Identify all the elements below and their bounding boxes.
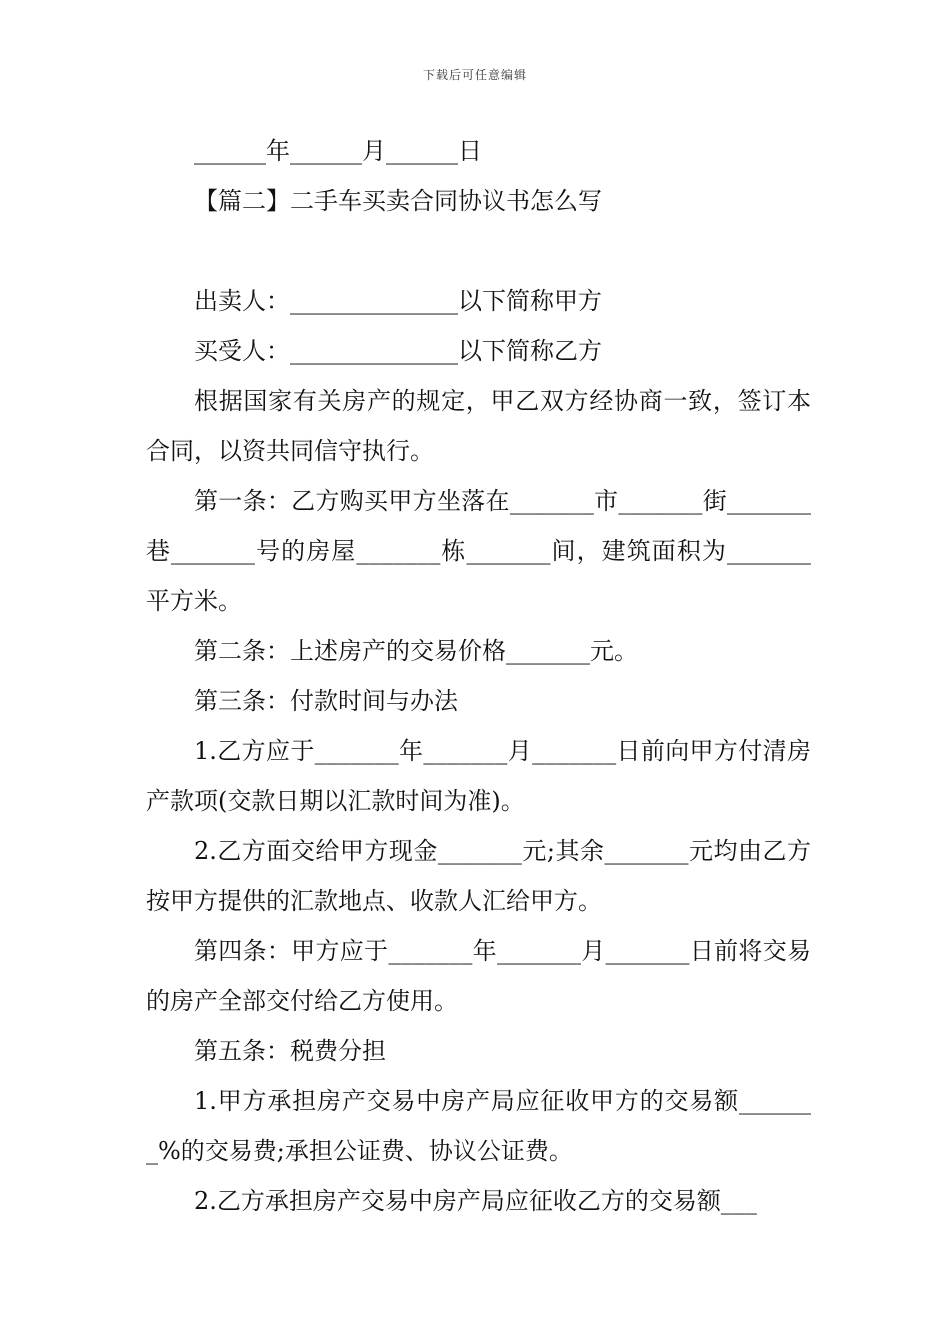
article-2: 第二条：上述房产的交易价格_______元。 xyxy=(194,637,638,665)
intro-paragraph: 根据国家有关房产的规定，甲乙双方经协商一致，签订本合同，以资共同信守执行。 xyxy=(146,387,811,465)
article-3-title: 第三条：付款时间与办法 xyxy=(194,687,458,715)
article-5-title: 第五条：税费分担 xyxy=(194,1037,386,1065)
article-4: 第四条：甲方应于_______年_______月_______日前将交易的房产全部交付给乙方使用。 xyxy=(146,937,811,1015)
seller-line: 出卖人：______________以下简称甲方 xyxy=(194,287,602,315)
date-line: ______年______月______日 xyxy=(194,137,482,165)
document-body xyxy=(146,126,811,1226)
article-1: 第一条：乙方购买甲方坐落在_______市_______街_______巷_______号的房屋_______栋_______间，建筑面积为_______平方米。 xyxy=(146,487,811,615)
article-3-item-2: 2.乙方面交给甲方现金_______元;其余_______元均由乙方按甲方提供的汇款地点、收款人汇给甲方。 xyxy=(146,837,811,915)
article-5-item-1: 1.甲方承担房产交易中房产局应征收甲方的交易额_______%的交易费;承担公证费、协议公证费。 xyxy=(146,1087,811,1165)
article-5-item-2: 2.乙方承担房产交易中房产局应征收乙方的交易额___ xyxy=(194,1187,757,1215)
section-title: 【篇二】二手车买卖合同协议书怎么写 xyxy=(194,187,602,215)
page-header: 下载后可任意编辑 xyxy=(422,68,527,82)
article-3-item-1: 1.乙方应于_______年_______月_______日前向甲方付清房产款项(交款日期以汇款时间为准)。 xyxy=(146,737,811,815)
buyer-line: 买受人：______________以下简称乙方 xyxy=(194,337,602,365)
blank-line xyxy=(146,226,811,276)
